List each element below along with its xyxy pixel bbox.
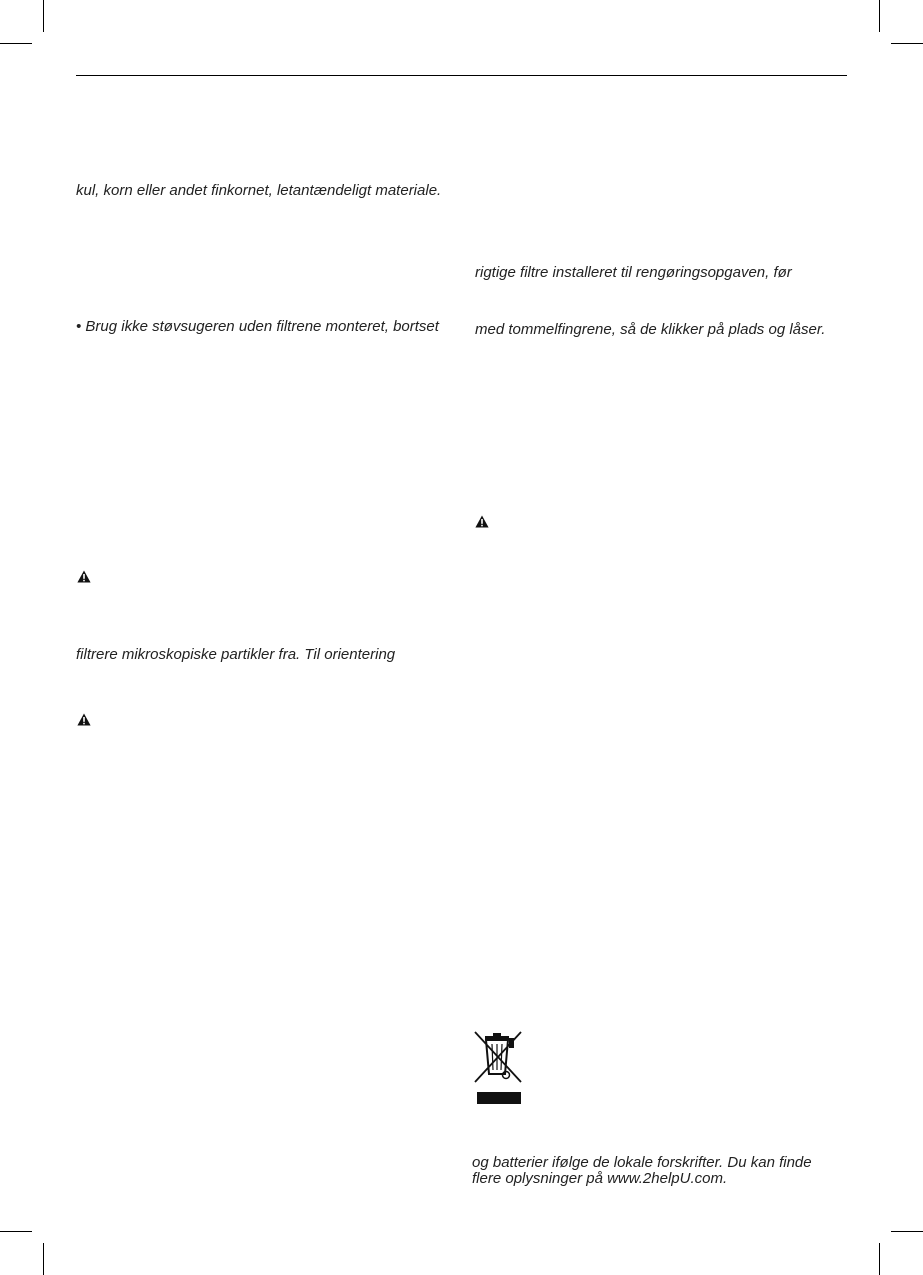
- right-text-line-2: med tommelfingrene, så de klikker på plads og låser.: [475, 321, 826, 338]
- crop-mark-bottom-right-horizontal: [891, 1231, 923, 1232]
- left-text-line-3: filtrere mikroskopiske partikler fra. Til orientering: [76, 646, 396, 663]
- warning-triangle-icon: [77, 713, 91, 726]
- warning-triangle-icon: [475, 515, 489, 528]
- crop-mark-top-right-horizontal: [891, 43, 923, 44]
- crop-mark-top-left-horizontal: [0, 43, 32, 44]
- crop-mark-top-right-vertical: [879, 0, 880, 32]
- right-text-line-1: rigtige filtre installeret til rengøringsopgaven, før: [475, 264, 792, 281]
- disposal-text-line-1: og batterier ifølge de lokale forskrifter. Du kan finde: [472, 1154, 812, 1171]
- crop-mark-top-left-vertical: [43, 0, 44, 32]
- crop-mark-bottom-left-horizontal: [0, 1231, 32, 1232]
- header-rule: [76, 75, 847, 76]
- left-text-line-2: • Brug ikke støvsugeren uden filtrene monteret, bortset: [76, 318, 439, 335]
- disposal-text-line-2: flere oplysninger på www.2helpU.com.: [472, 1170, 728, 1187]
- left-text-line-1: kul, korn eller andet finkornet, letantændeligt materiale.: [76, 182, 442, 199]
- crop-mark-bottom-right-vertical: [879, 1243, 880, 1275]
- crossed-out-wheelie-bin-icon: [473, 1030, 523, 1105]
- crop-mark-bottom-left-vertical: [43, 1243, 44, 1275]
- warning-triangle-icon: [77, 570, 91, 583]
